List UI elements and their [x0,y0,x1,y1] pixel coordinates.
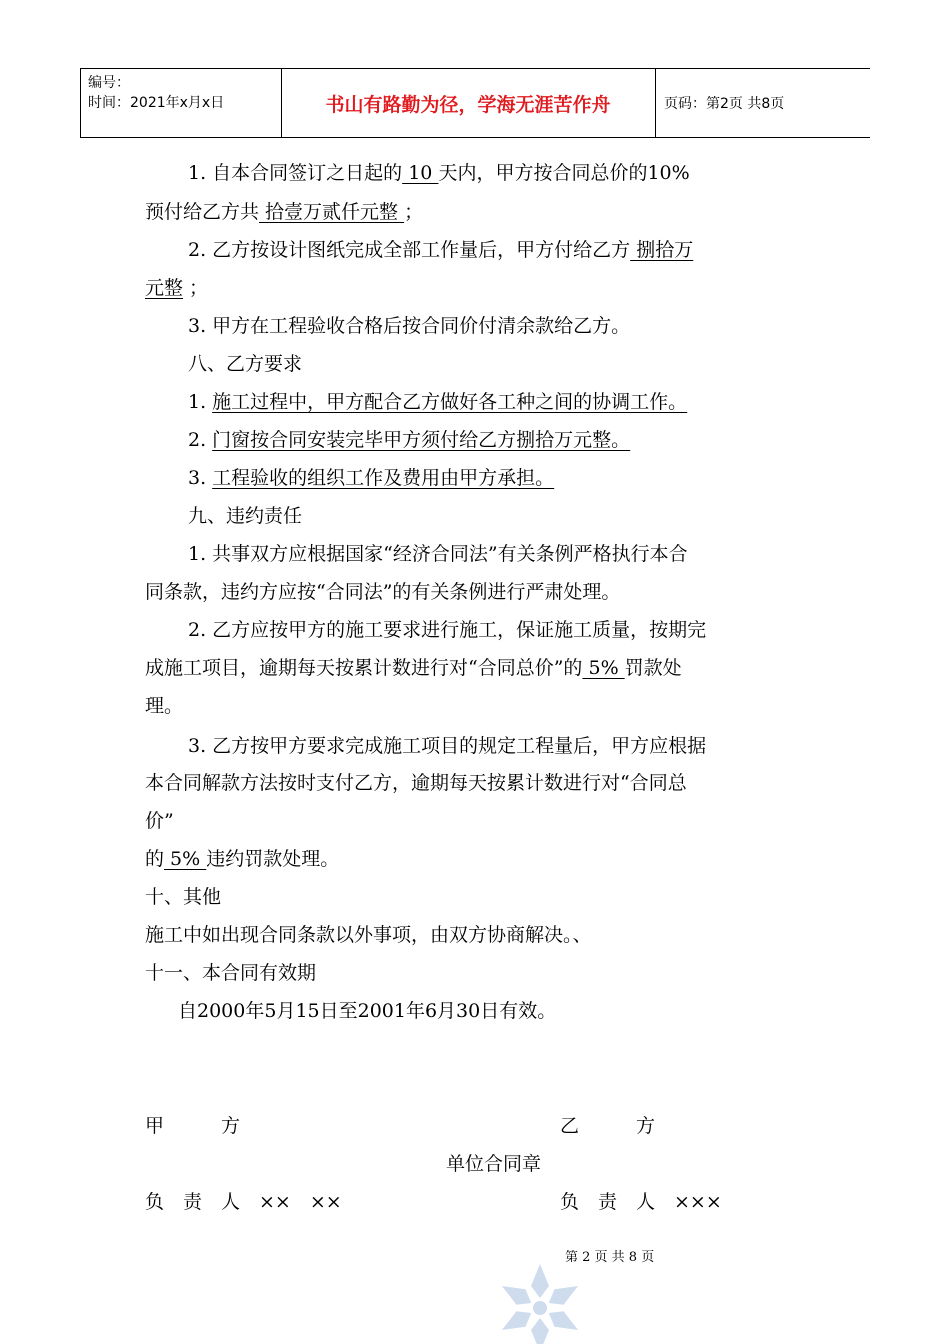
underlined-value: 捌拾万 [630,239,694,261]
text-line: 施工中如出现合同条款以外事项，由双方协商解决。、 [145,924,592,946]
text-line: 3. 甲方在工程验收合格后按合同价付清余款给乙方。 [188,315,631,337]
text-line: 自2000年5月15日至2001年6月30日有效。 [178,1000,557,1022]
seal-label: 单位合同章 [446,1153,542,1175]
page-header [80,68,870,138]
section-heading: 八、乙方要求 [188,353,303,375]
time-label: 时间：2021年x月x日 [88,95,225,111]
text-line [188,427,630,453]
text-line: 本合同解款方法按时支付乙方，逾期每天按累计数进行对“合同总 [145,772,687,794]
section-heading: 九、违约责任 [188,505,303,527]
text-line [188,389,687,415]
text-span: 的 [145,848,165,870]
text-line [188,465,554,491]
underlined-value: 施工过程中，甲方配合乙方做好各工种之间的协调工作。 [212,391,688,413]
text-span: 2. 乙方按设计图纸完成全部工作量后，甲方付给乙方 [188,239,631,261]
text-line [188,237,693,263]
underlined-value: 5% [582,657,625,679]
party-b-label: 乙 方 [560,1115,656,1137]
text-line: 3. 乙方按甲方要求完成施工项目的规定工程量后，甲方应根据 [188,735,707,757]
party-a-label: 甲 方 [145,1115,241,1137]
underlined-value: 5% [164,848,207,870]
text-span: ； [404,201,424,223]
header-slogan: 书山有路勤为径，学海无涯苦作舟 [325,93,611,116]
text-span: 违约罚款处理。 [206,848,340,870]
header-divider [655,69,656,137]
section-heading: 十、其他 [145,886,222,908]
text-line: 1. 共事双方应根据国家“经济合同法”有关条例严格执行本合 [188,543,688,565]
text-span: 天内，甲方按合同总价的10% [438,162,690,184]
text-span: 成施工项目，逾期每天按累计数进行对“合同总价”的 [145,657,583,679]
header-left-border [80,69,81,137]
text-line: 同条款，违约方应按“合同法”的有关条例进行严肃处理。 [145,581,621,603]
text-span: 3. [188,467,213,489]
underlined-value: 10 [402,162,439,184]
serial-label: 编号： [88,75,130,91]
header-page-info: 页码：第2页 共8页 [664,96,785,112]
section-heading: 十一、本合同有效期 [145,962,317,984]
party-a-responsible: 负 责 人 ×× ×× [145,1191,342,1213]
text-line: 价” [145,810,174,832]
page-footer: 第 2 页 共 8 页 [565,1250,655,1265]
text-span: 1. 自本合同签订之日起的 [188,162,403,184]
underlined-value: 工程验收的组织工作及费用由甲方承担。 [212,467,555,489]
header-meta [88,73,224,113]
text-line [145,199,423,225]
text-span: 预付给乙方共 [145,201,260,223]
text-line [145,846,339,872]
text-line [145,275,208,301]
text-line: 2. 乙方应按甲方的施工要求进行施工，保证施工质量，按期完 [188,619,707,641]
text-line [145,655,682,681]
underlined-value: 元整 [145,277,184,299]
text-span: ； [183,277,209,299]
text-span: 罚款处 [624,657,682,679]
text-line: 理。 [145,695,184,717]
underlined-value: 拾壹万贰仟元整 [259,201,405,223]
text-line [188,160,690,186]
text-span: 1. [188,391,213,413]
party-b-responsible: 负 责 人 ××× [560,1191,722,1213]
text-span: 2. [188,429,213,451]
underlined-value: 门窗按合同安装完毕甲方须付给乙方捌拾万元整。 [212,429,631,451]
